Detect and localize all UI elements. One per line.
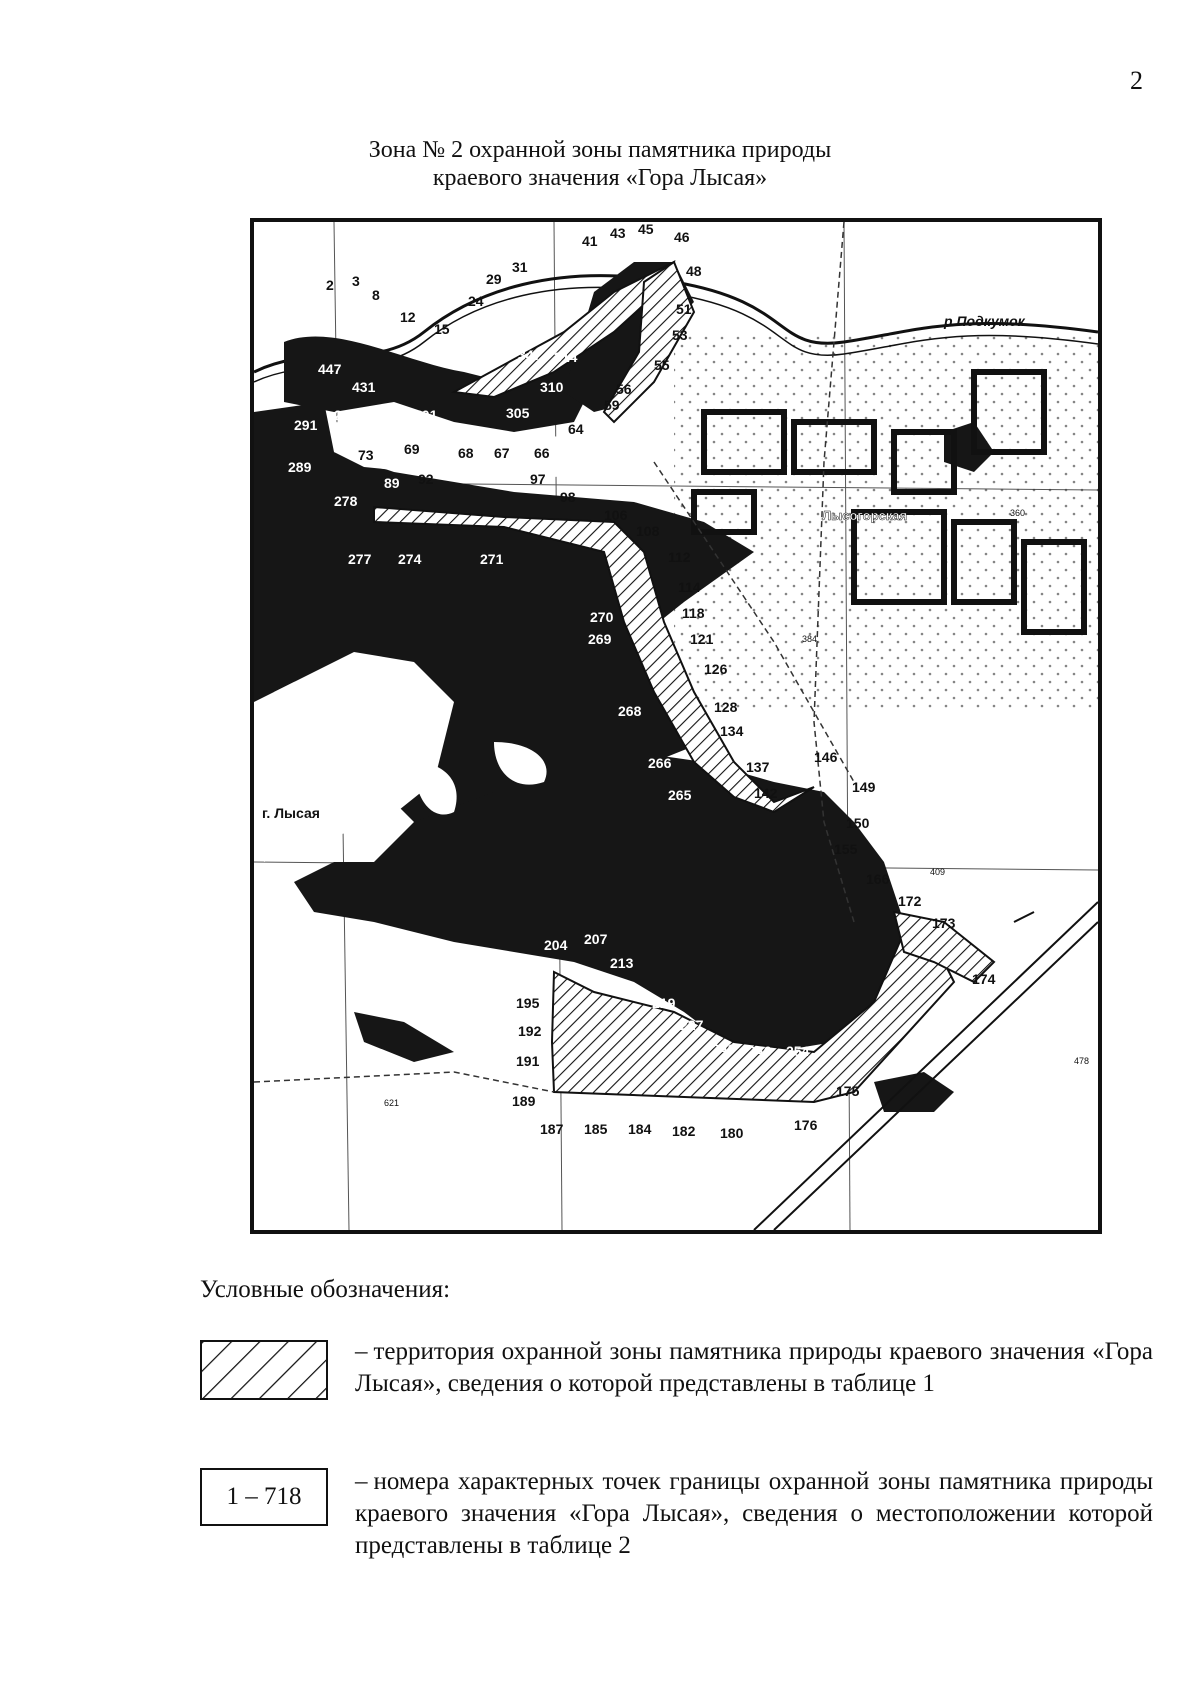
point-240: 240 [712,1041,736,1057]
point-182: 182 [672,1123,696,1139]
point-204: 204 [544,937,568,953]
point-3: 3 [352,273,360,289]
point-192: 192 [518,1023,542,1039]
point-270: 270 [590,609,614,625]
point-155: 155 [834,841,858,857]
point-121: 121 [690,631,714,647]
point-195: 195 [516,995,540,1011]
point-29: 29 [486,271,502,287]
page-title-line-1: Зона № 2 охранной зоны памятника природы [368,137,832,163]
point-268: 268 [618,703,642,719]
point-118: 118 [682,605,705,621]
point-278: 278 [334,493,358,509]
point-98: 98 [560,489,576,505]
point-126: 126 [704,661,728,677]
point-305: 305 [506,405,530,421]
point-175: 175 [836,1083,860,1099]
point-191: 191 [516,1053,540,1069]
point-266: 266 [648,755,672,771]
point-43: 43 [610,225,626,241]
point-293: 293 [334,407,358,423]
point-184: 184 [628,1121,652,1137]
point-314: 314 [554,349,578,365]
point-92: 92 [418,471,434,487]
elevation-384: 384 [802,634,818,644]
mountain-label: г. Лысая [262,805,320,821]
point-149: 149 [852,779,876,795]
legend-points-box: 1 – 718 [200,1468,328,1526]
point-108: 108 [636,523,660,539]
point-189: 189 [512,1093,536,1109]
point-291: 291 [294,417,318,433]
point-180: 180 [720,1125,744,1141]
page-number: 2 [1130,66,1143,95]
point-97: 97 [530,471,546,487]
point-15: 15 [434,321,450,337]
legend-hatch-text: территория охранной зоны памятника природы краевого значения «Гора Лысая», сведения о которой представлены в таблице 1 [355,1338,1153,1397]
point-45: 45 [638,222,654,237]
point-172: 172 [898,893,922,909]
elevation-360: 360 [1010,508,1026,518]
point-41: 41 [582,233,598,249]
point-112: 112 [668,549,691,565]
point-219: 219 [652,995,676,1011]
point-176: 176 [794,1117,818,1133]
point-401: 401 [414,407,438,423]
point-271: 271 [480,551,504,567]
point-51: 51 [676,301,692,317]
point-56: 56 [616,381,632,397]
point-31: 31 [512,259,528,275]
point-207: 207 [584,931,608,947]
point-69: 69 [404,441,420,457]
diagonal-hatch-swatch-icon [200,1340,328,1400]
point-64: 64 [568,421,584,437]
point-66: 66 [534,445,550,461]
point-24: 24 [468,293,484,309]
point-269: 269 [588,631,612,647]
elevation-478: 478 [1074,1056,1090,1066]
point-289: 289 [288,459,312,475]
point-447: 447 [318,361,342,377]
point-265: 265 [668,787,692,803]
point-274: 274 [398,551,422,567]
page-title-line-2: краевого значения «Гора Лысая» [432,165,768,191]
river-label: р.Подкумок [944,313,1025,329]
point-310: 310 [540,379,564,395]
topographic-map [254,222,1098,1230]
point-89: 89 [384,475,400,491]
point-46: 46 [674,229,690,245]
point-59: 59 [604,397,620,413]
point-48: 48 [686,263,702,279]
point-431: 431 [352,379,376,395]
point-73: 73 [358,447,374,463]
point-68: 68 [458,445,474,461]
point-134: 134 [720,723,744,739]
point-347: 347 [518,347,542,363]
point-53: 53 [672,327,688,343]
point-174: 174 [972,971,996,987]
point-185: 185 [584,1121,608,1137]
point-67: 67 [494,445,510,461]
point-12: 12 [400,309,416,325]
point-106: 106 [604,507,628,523]
point-55: 55 [654,357,670,373]
elevation-409: 409 [930,867,946,877]
legend-points-text: номера характерных точек границы охранной зоны памятника природы краевого значения «Гора Лысая», сведения о местоположении которой представлены в таблице 2 [355,1468,1153,1559]
legend-dash-2: – [355,1468,368,1495]
village-label: Лысогорская [822,508,908,523]
legend-dash-1: – [355,1338,368,1365]
point-8: 8 [372,287,380,303]
point-187: 187 [540,1121,564,1137]
point-196: 196 [518,965,542,981]
point-114: 114 [678,579,701,595]
point-146: 146 [814,749,838,765]
point-173: 173 [932,915,956,931]
point-137: 137 [746,759,770,775]
point-254: 254 [786,1043,810,1059]
point-128: 128 [714,699,738,715]
point-277: 277 [348,551,372,567]
point-142: 142 [754,785,778,801]
legend-heading: Условные обозначения: [200,1276,451,1303]
legend-points-description [355,1466,1153,1562]
map-frame [250,218,1102,1234]
point-300: 300 [380,405,404,421]
point-166: 166 [866,871,890,887]
elevation-621: 621 [384,1098,400,1108]
point-213: 213 [610,955,634,971]
point-227: 227 [680,1017,704,1033]
point-150: 150 [846,815,870,831]
legend-hatch-description [355,1336,1153,1400]
point-2: 2 [326,277,334,293]
point-246: 246 [748,1043,772,1059]
